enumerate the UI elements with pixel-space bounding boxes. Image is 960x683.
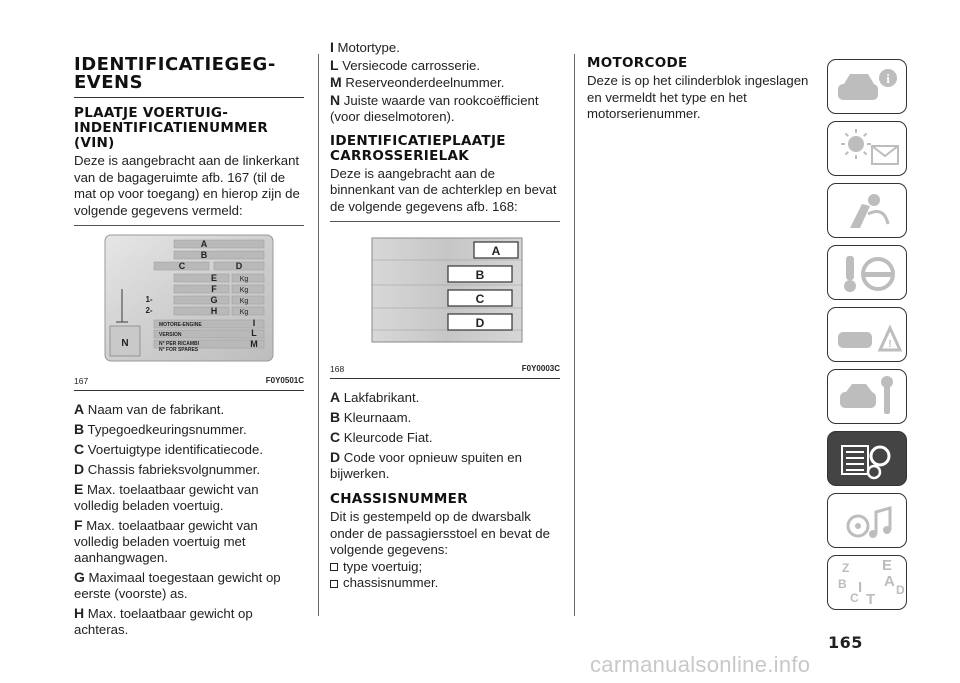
bullet-text: chassisnummer. — [343, 575, 439, 591]
plate-unit-kg: Kg — [239, 287, 249, 294]
car-info-icon — [828, 60, 908, 115]
legend-key: D — [330, 449, 341, 466]
index-letter: D — [896, 583, 905, 597]
legend-item — [330, 57, 560, 75]
legend-text: Voertuigtype identificatiecode. — [84, 442, 264, 457]
plate-unit-kg: Kg — [239, 298, 249, 305]
plate-label-N: N — [121, 338, 129, 349]
column-1 — [74, 56, 304, 638]
index-letter: T — [866, 591, 876, 608]
column-2 — [330, 29, 560, 592]
plate-version-text: VERSION — [159, 332, 182, 338]
svg-text:!: ! — [888, 339, 892, 350]
plate-label-C: C — [475, 292, 485, 307]
legend-item — [74, 401, 304, 418]
chassis-list — [330, 559, 560, 592]
figure-caption — [330, 361, 560, 380]
paint-legend — [330, 389, 560, 482]
plate-label-C: C — [178, 261, 186, 271]
chapter-tab-emergency[interactable] — [827, 307, 907, 362]
plate-unit-kg: Kg — [239, 309, 249, 316]
legend-key: E — [74, 481, 84, 497]
legend-item — [330, 389, 560, 406]
legend-text: Maximaal toegestaan gewicht op eerste (voorste) as. — [74, 570, 281, 601]
legend-text: Reserveonderdeelnummer. — [341, 75, 505, 91]
legend-text: Max. toelaatbaar gewicht op achteras. — [74, 606, 253, 637]
column-3 — [587, 56, 817, 123]
chapter-tab-maintenance[interactable] — [827, 369, 907, 424]
paint-plate-illustration — [346, 230, 536, 350]
plate-label-A: A — [200, 239, 208, 249]
plate-label-H: H — [210, 306, 218, 316]
legend-key: C — [330, 429, 341, 446]
index-letter: C — [850, 591, 859, 605]
index-letter: A — [884, 573, 895, 590]
vin-plate-intro: Deze is aangebracht aan de linkerkant van de bagageruimte afb. 167 (til de mat op voor toegang) en hierop zijn de volgende gegevens vermeld: — [74, 153, 300, 218]
vin-plate-title: PLAATJE VOERTUIG-INDENTIFICATIENUMMER (VIN) — [74, 105, 269, 151]
chassis-title: CHASSISNUMMER — [330, 491, 468, 508]
legend-text: Kleurcode Fiat. — [340, 430, 433, 446]
legend-text: Lakfabrikant. — [340, 390, 420, 406]
engine-code-text: Deze is op het cilinderblok ingeslagen en vermeldt het type en het motorserienummer. — [587, 73, 809, 121]
watermark: carmanualsonline.info — [590, 652, 811, 677]
svg-text:i: i — [886, 71, 890, 86]
vin-legend — [74, 401, 304, 638]
legend-text: Motortype. — [333, 40, 400, 55]
legend-item — [74, 517, 304, 566]
legend-item — [74, 421, 304, 438]
index-letter: E — [882, 557, 893, 574]
plate-label-A: A — [491, 244, 501, 259]
plate-label-M: M — [250, 339, 258, 349]
plate-row-2: 2- — [145, 306, 153, 315]
legend-key: L — [330, 56, 339, 73]
figure-168 — [330, 230, 560, 379]
plate-row-1: 1- — [145, 295, 153, 304]
legend-item — [330, 449, 560, 482]
plate-label-G: G — [210, 295, 218, 305]
checkbox-bullet-icon — [330, 580, 338, 588]
paint-plate-title: IDENTIFICATIEPLAATJE CARROSSERIELAK — [330, 132, 506, 164]
plate-label-B: B — [475, 268, 485, 283]
legend-item — [74, 461, 304, 478]
index-icon — [828, 556, 908, 611]
legend-text: Max. toelaatbaar gewicht van volledig beladen voertuig. — [74, 482, 259, 513]
bullet-item — [330, 559, 560, 576]
figure-code: F0Y0003C — [521, 363, 560, 373]
chapter-tab-multimedia[interactable] — [827, 493, 907, 548]
legend-key: G — [74, 569, 85, 585]
legend-key: M — [330, 74, 342, 91]
index-letter: I — [858, 579, 863, 596]
legend-key: H — [74, 605, 85, 621]
index-letter: B — [838, 577, 847, 591]
chapter-tab-seat-airbag[interactable] — [827, 183, 907, 238]
legend-key: C — [74, 441, 85, 457]
legend-text: Chassis fabrieksvolgnummer. — [84, 462, 261, 477]
column-divider-1 — [318, 54, 319, 616]
legend-text: Juiste waarde van rookcoëfficient (voor dieselmotoren). — [330, 92, 539, 125]
engine-code-title: MOTORCODE — [587, 55, 688, 71]
legend-item — [74, 441, 304, 458]
plate-unit-kg: Kg — [239, 276, 249, 283]
index-letter: Z — [842, 561, 850, 575]
section-title: IDENTIFICATIEGEG-EVENS — [74, 56, 304, 98]
plate-label-D: D — [475, 316, 485, 331]
legend-item — [330, 409, 560, 426]
plate-label-F: F — [211, 284, 217, 294]
emergency-icon — [828, 308, 908, 363]
bullet-item — [330, 575, 560, 592]
bullet-text: type voertuig; — [343, 558, 423, 574]
plate-label-L: L — [251, 328, 257, 338]
figure-top-rule — [74, 225, 304, 226]
chapter-tab-key-steering[interactable] — [827, 245, 907, 300]
legend-item — [74, 605, 304, 638]
seat-airbag-icon — [828, 184, 908, 239]
legend-key: I — [330, 39, 334, 55]
legend-item — [330, 74, 560, 92]
figure-number: 168 — [330, 363, 345, 374]
plate-spares-text-en: N° FOR SPARES — [159, 347, 199, 353]
legend-item — [330, 39, 560, 57]
legend-text: Naam van de fabrikant. — [84, 402, 225, 417]
legend-item — [330, 92, 560, 126]
legend-text: Versiecode carrosserie. — [338, 57, 481, 73]
key-steering-icon — [828, 246, 908, 301]
legend-key: F — [74, 517, 83, 533]
plate-spares-text: N° PER RICAMBI — [159, 341, 200, 347]
technical-data-icon — [828, 432, 908, 487]
legend-text: Max. toelaatbaar gewicht van volledig beladen voertuig met aanhangwagen. — [74, 518, 258, 565]
figure-number: 167 — [74, 375, 89, 386]
column-divider-2 — [574, 54, 575, 616]
chapter-tab-car-info[interactable] — [827, 59, 907, 114]
legend-key: D — [74, 461, 85, 477]
legend-key: N — [330, 91, 341, 108]
vin-plate-illustration — [104, 234, 274, 362]
checkbox-bullet-icon — [330, 563, 338, 571]
legend-text: Typegoedkeuringsnummer. — [84, 422, 247, 437]
legend-key: A — [74, 401, 85, 417]
legend-item — [330, 429, 560, 446]
legend-key: B — [330, 409, 341, 426]
plate-label-B: B — [200, 250, 208, 260]
legend-item — [74, 481, 304, 514]
figure-code: F0Y0501C — [265, 375, 304, 385]
legend-item — [74, 569, 304, 602]
page-number: 165 — [828, 633, 863, 652]
figure-top-rule — [330, 221, 560, 222]
paint-plate-intro: Deze is aangebracht aan de binnenkant van de achterklep en bevat de volgende gegevens afb. 168: — [330, 165, 557, 214]
figure-caption — [74, 373, 304, 392]
legend-key: B — [74, 421, 85, 437]
chassis-intro: Dit is gestempeld op de dwarsbalk onder de passagiersstoel en bevat de volgende gegevens: — [330, 509, 550, 558]
legend-text: Kleurnaam. — [340, 410, 412, 426]
maintenance-icon — [828, 370, 908, 425]
plate-label-D: D — [235, 261, 243, 271]
plate-engine-text: MOTORE-ENGINE — [159, 322, 202, 328]
plate-label-I: I — [252, 318, 256, 328]
figure-167 — [74, 234, 304, 391]
chapter-tab-lights-warning[interactable] — [827, 121, 907, 176]
legend-text: Code voor opnieuw spuiten en bijwerken. — [330, 450, 522, 482]
vin-legend-continued — [330, 39, 560, 126]
lights-warning-icon — [828, 122, 908, 177]
plate-label-E: E — [210, 273, 218, 283]
chapter-tab-technical-data[interactable] — [827, 431, 907, 486]
legend-key: A — [330, 389, 341, 406]
chapter-tab-index[interactable] — [827, 555, 907, 610]
multimedia-icon — [828, 494, 908, 549]
